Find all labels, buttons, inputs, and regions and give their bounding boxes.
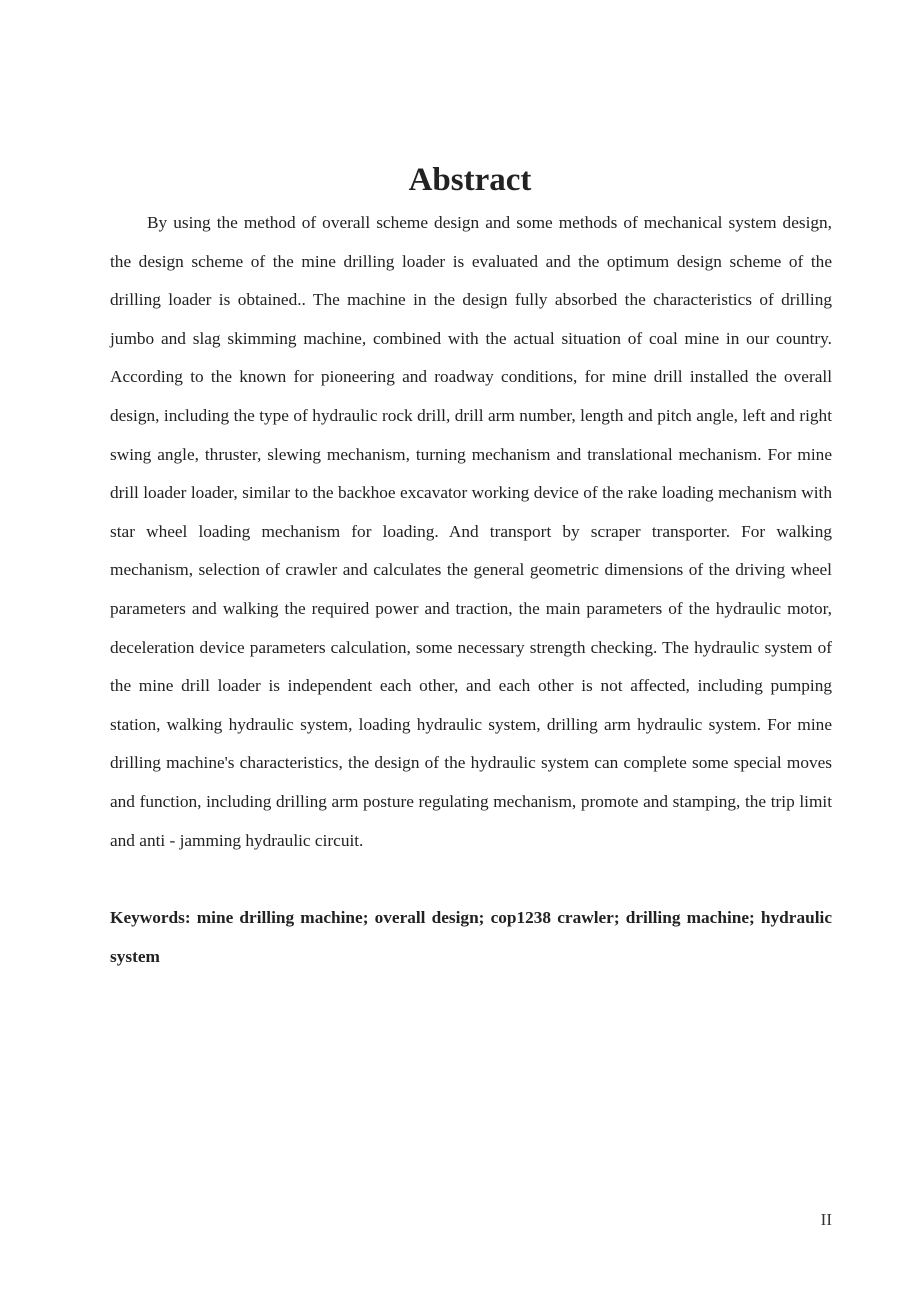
page-number: II: [820, 1210, 832, 1229]
keywords-line: Keywords: mine drilling machine; overall design; cop1238 crawler; drilling machine; hydraulic system: [110, 908, 832, 966]
page-title: Abstract: [408, 162, 532, 199]
abstract-body: By using the method of overall scheme design and some methods of mechanical system design, the design scheme of the mine drilling loader is evaluated and the optimum design scheme of the drilling loader is obtained.. The machine in the design fully absorbed the characteristics of drilling jumbo and slag skimming machine, combined with the actual situation of coal mine in our country. According to the known for pioneering and roadway conditions, for mine drill installed the overall design, including the type of hydraulic rock drill, drill arm number, length and pitch angle, left and right swing angle, thruster, slewing mechanism, turning mechanism and translational mechanism. For mine drill loader loader, similar to the backhoe excavator working device of the rake loading mechanism with star wheel loading mechanism for loading. And transport by scraper transporter. For walking mechanism, selection of crawler and calculates the general geometric dimensions of the driving wheel parameters and walking the required power and traction, the main parameters of the hydraulic motor, deceleration device parameters calculation, some necessary strength checking. The hydraulic system of the mine drill loader is independent each other, and each other is not affected, including pumping station, walking hydraulic system, loading hydraulic system, drilling arm hydraulic system. For mine drilling machine's characteristics, the design of the hydraulic system can complete some special moves and function, including drilling arm posture regulating mechanism, promote and stamping, the trip limit and anti - jamming hydraulic circuit.: [110, 213, 832, 850]
